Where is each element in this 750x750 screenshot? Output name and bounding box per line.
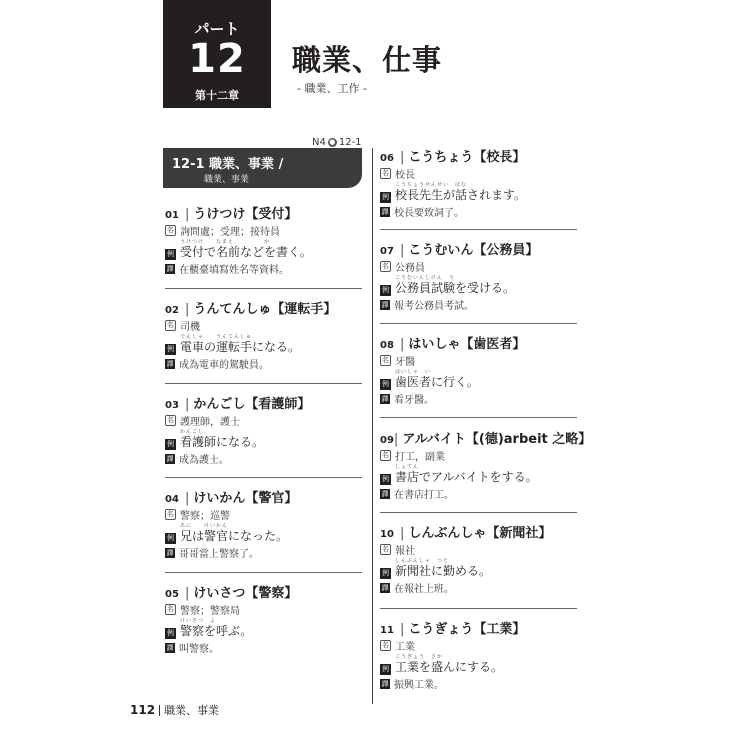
entry-example: 警察を呼ぶ。 xyxy=(180,624,253,638)
entry-separator xyxy=(165,383,362,384)
noun-badge-icon: 名 xyxy=(382,545,389,553)
entry-translation: 哥哥當上警察了。 xyxy=(179,549,259,560)
footer-divider xyxy=(159,705,160,716)
entry-example: 公務員試験を受ける。 xyxy=(395,281,516,295)
entry-ruby: はいしゃ い xyxy=(395,369,432,375)
translation-badge-icon: 譯 xyxy=(381,300,389,309)
example-badge-icon: 例 xyxy=(167,534,174,542)
entry-bar: | xyxy=(400,243,405,258)
noun-badge-icon: 名 xyxy=(167,510,174,518)
noun-badge-icon: 名 xyxy=(382,641,389,649)
entry-word: けいかん【警官】 xyxy=(193,491,298,506)
translation-badge-icon: 譯 xyxy=(381,207,389,216)
entry-example: 新聞社に勤める。 xyxy=(395,564,492,578)
translation-badge-icon: 譯 xyxy=(166,643,174,652)
entry-meaning: 護理師，護士 xyxy=(180,417,240,428)
entry-word: こうぎょう【工業】 xyxy=(408,622,526,637)
entry-separator xyxy=(380,323,577,324)
entry-word: こうむいん【公務員】 xyxy=(408,243,539,258)
entry-separator xyxy=(165,288,362,289)
vocab-entry xyxy=(165,298,365,371)
entry-number: 08 xyxy=(380,340,394,351)
entry-bar: | xyxy=(393,432,399,447)
noun-badge-icon: 名 xyxy=(167,321,174,329)
entry-ruby: こうむいんしけん う xyxy=(395,275,456,281)
entry-meaning: 校長 xyxy=(395,170,415,181)
example-badge-icon: 例 xyxy=(167,629,174,637)
entry-example: 歯医者に行く。 xyxy=(395,375,479,389)
example-badge-icon: 例 xyxy=(382,569,389,577)
translation-badge-icon: 譯 xyxy=(166,264,174,273)
entry-bar: | xyxy=(185,302,190,317)
noun-badge-icon: 名 xyxy=(382,262,389,270)
translation-badge-icon: 譯 xyxy=(166,454,174,463)
entry-bar: | xyxy=(400,337,405,352)
translation-badge-icon: 譯 xyxy=(381,583,389,592)
entry-separator xyxy=(165,572,362,573)
entry-bar: | xyxy=(185,491,190,506)
vocab-entry xyxy=(165,393,365,466)
vocab-entry xyxy=(380,333,580,406)
entry-meaning: 打工，副業 xyxy=(395,452,445,463)
audio-icon: ● xyxy=(329,138,336,146)
chapter-label: 第十二章 xyxy=(195,89,239,102)
vocab-entry xyxy=(380,146,580,219)
vocab-entry xyxy=(380,239,580,312)
translation-badge-icon: 譯 xyxy=(381,394,389,403)
entry-meaning: 警察；警察局 xyxy=(180,606,240,617)
section-title: 12-1 職業、事業 / xyxy=(172,157,284,172)
entry-bar: | xyxy=(185,586,190,601)
entry-translation: 報考公務員考試。 xyxy=(394,301,474,312)
noun-badge-icon: 名 xyxy=(382,451,389,459)
vocab-entry xyxy=(380,428,592,501)
entry-separator xyxy=(165,477,362,478)
chapter-badge xyxy=(163,0,271,108)
entry-word: こうちょう【校長】 xyxy=(408,150,526,165)
entry-example: 工業を盛んにする。 xyxy=(395,660,504,674)
level-label: N4 xyxy=(312,137,326,148)
entry-meaning: 公務員 xyxy=(395,263,425,274)
entry-example: 兄は警官になった。 xyxy=(180,529,289,543)
entry-example: 電車の運転手になる。 xyxy=(180,340,301,354)
entry-ruby: でんしゃ うんてんしゅ xyxy=(180,334,253,340)
chapter-number: 12 xyxy=(188,36,246,82)
entry-translation: 成為電車的駕駛員。 xyxy=(179,360,269,371)
example-badge-icon: 例 xyxy=(382,475,389,483)
example-badge-icon: 例 xyxy=(382,665,389,673)
entry-word: うんてんしゅ【運転手】 xyxy=(193,302,337,317)
entry-bar: | xyxy=(185,397,190,412)
entry-number: 10 xyxy=(380,529,394,540)
example-badge-icon: 例 xyxy=(382,193,389,201)
entry-separator xyxy=(380,417,577,418)
entry-bar: | xyxy=(400,622,405,637)
noun-badge-icon: 名 xyxy=(382,356,389,364)
entry-ruby: しょてん xyxy=(395,464,420,470)
entry-number: 01 xyxy=(165,210,179,221)
entry-translation: 在書店打工。 xyxy=(394,490,454,501)
page-title: 職業、仕事 xyxy=(292,43,443,77)
example-badge-icon: 例 xyxy=(167,345,174,353)
entry-separator xyxy=(380,229,577,230)
entry-number: 03 xyxy=(165,400,179,411)
entry-translation: 振興工業。 xyxy=(394,680,444,691)
entry-number: 02 xyxy=(165,305,179,316)
entry-meaning: 工業 xyxy=(395,642,415,653)
entry-ruby: しんぶんしゃ つと xyxy=(395,558,450,564)
noun-badge-icon: 名 xyxy=(167,605,174,613)
entry-bar: | xyxy=(400,150,405,165)
column-divider xyxy=(372,148,373,704)
footer-section: 職業、事業 xyxy=(164,704,220,717)
entry-ruby: こうぎょう さか xyxy=(395,654,444,660)
entry-example: 書店でアルバイトをする。 xyxy=(395,470,538,484)
example-badge-icon: 例 xyxy=(382,380,389,388)
entry-meaning: 報社 xyxy=(395,546,415,557)
page-subtitle: - 職業、工作 - xyxy=(297,82,367,95)
entry-word: けいさつ【警察】 xyxy=(193,586,298,601)
entry-number: 04 xyxy=(165,494,179,505)
page-number: 112 xyxy=(130,703,156,717)
entry-separator xyxy=(380,608,577,609)
page-footer xyxy=(130,702,219,718)
entry-translation: 在櫃臺填寫姓名等資料。 xyxy=(179,265,289,276)
entry-example: 看護師になる。 xyxy=(180,435,265,449)
section-subtitle: 職業、事業 xyxy=(204,175,250,185)
entry-ruby: かんごし xyxy=(180,429,205,435)
entry-number: 05 xyxy=(165,589,179,600)
vocab-entry xyxy=(165,487,365,560)
example-badge-icon: 例 xyxy=(167,250,174,258)
noun-badge-icon: 名 xyxy=(167,226,174,234)
entry-meaning: 警察；巡警 xyxy=(180,511,230,522)
entry-number: 06 xyxy=(380,153,394,164)
entry-example: 受付で名前などを書く。 xyxy=(180,245,312,259)
entry-ruby: こうちょうせんせい はな xyxy=(395,182,468,188)
section-header xyxy=(163,148,362,188)
translation-badge-icon: 譯 xyxy=(381,489,389,498)
entry-example: 校長先生が話されます。 xyxy=(395,188,527,202)
level-code: 12-1 xyxy=(338,137,362,148)
vocab-entry xyxy=(165,582,365,655)
entry-word: うけつけ【受付】 xyxy=(193,207,298,222)
noun-badge-icon: 名 xyxy=(382,169,389,177)
vocab-entry xyxy=(380,522,580,595)
entry-translation: 成為護士。 xyxy=(179,455,229,466)
entry-translation: 校長要致詞了。 xyxy=(394,208,464,219)
translation-badge-icon: 譯 xyxy=(381,679,389,688)
entry-number: 11 xyxy=(380,625,394,636)
entry-ruby: あに けいかん xyxy=(180,523,229,529)
level-indicator xyxy=(312,137,362,148)
translation-badge-icon: 譯 xyxy=(166,548,174,557)
example-badge-icon: 例 xyxy=(167,440,174,448)
entry-word: かんごし【看護師】 xyxy=(193,397,311,412)
noun-badge-icon: 名 xyxy=(167,416,174,424)
vocab-entry xyxy=(380,618,580,691)
example-badge-icon: 例 xyxy=(382,286,389,294)
entry-ruby: うけつけ なまえ か xyxy=(180,239,271,245)
entry-translation: 叫警察。 xyxy=(179,644,219,655)
entry-word: アルバイト【(德)arbeit 之略】 xyxy=(402,432,592,447)
entry-word: はいしゃ【歯医者】 xyxy=(408,337,526,352)
entry-meaning: 司機 xyxy=(180,322,200,333)
entry-meaning: 詢問處；受理；接待員 xyxy=(180,227,280,238)
entry-meaning: 牙醫 xyxy=(395,357,415,368)
entry-bar: | xyxy=(185,207,190,222)
entry-bar: | xyxy=(400,526,405,541)
entry-translation: 在報社上班。 xyxy=(394,584,454,595)
entry-number: 09 xyxy=(380,435,394,446)
entry-translation: 看牙醫。 xyxy=(394,395,434,406)
vocab-entry xyxy=(165,203,365,276)
chapter-part-label: パート xyxy=(194,20,240,38)
entry-separator xyxy=(380,512,577,513)
entry-ruby: けいさつ よ xyxy=(180,618,217,624)
entry-number: 07 xyxy=(380,246,394,257)
entry-word: しんぶんしゃ【新聞社】 xyxy=(408,526,552,541)
translation-badge-icon: 譯 xyxy=(166,359,174,368)
